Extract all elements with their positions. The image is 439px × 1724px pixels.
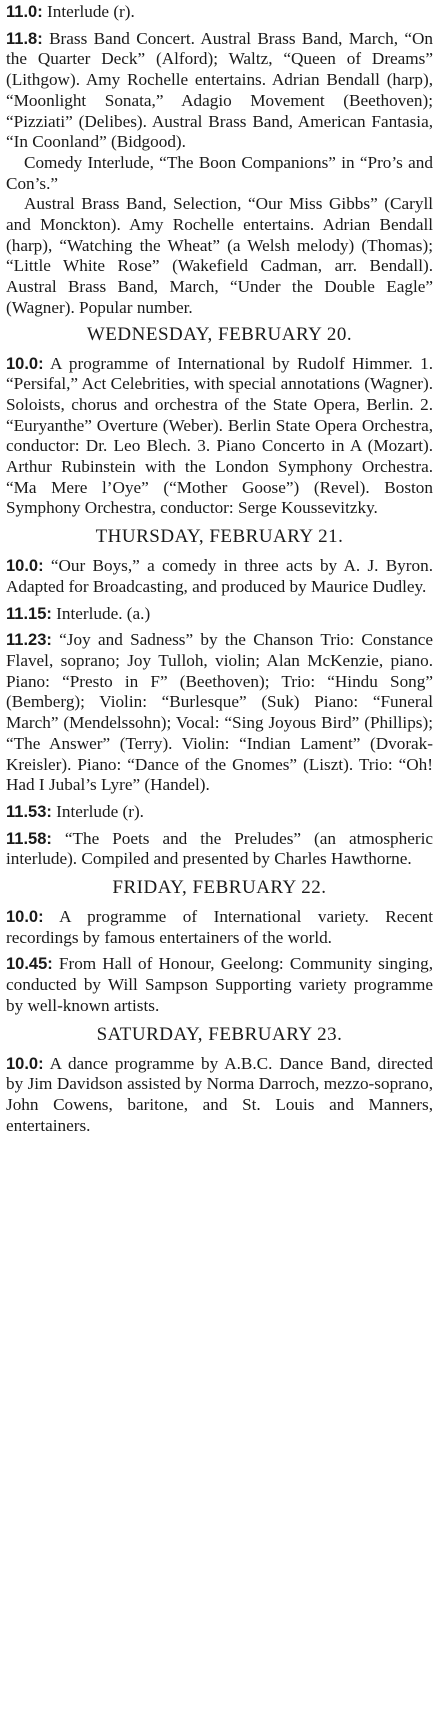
- programme-paragraph: Austral Brass Band, Selection, “Our Miss Gibbs” (Caryll and Monckton). Amy Rochelle entertains. Adrian Bendall (harp), “Watching the Wheat” (a Welsh melody) (Thomas); “Little White Rose” (Wakefield Cadman, arr. Bendall). Austral Brass Band, March, “Under the Double Eagle” (Wagner). Popular number.: [6, 194, 433, 317]
- programme-entry: [6, 604, 433, 625]
- entry-text: Interlude (r).: [42, 2, 135, 21]
- programme-paragraph: Comedy Interlude, “The Boon Companions” in “Pro’s and Con’s.”: [6, 152, 433, 193]
- entry-time: 11.8:: [6, 29, 43, 48]
- entry-time: 11.58:: [6, 829, 52, 848]
- entry-time: 10.0:: [6, 908, 44, 927]
- entry-time: 11.0:: [6, 3, 43, 21]
- programme-entry: [6, 829, 433, 870]
- entry-time: 10.0:: [6, 557, 44, 576]
- day-heading-thursday: THURSDAY, FEBRUARY 21.: [95, 526, 344, 548]
- programme-entry: [6, 907, 433, 948]
- entry-time: 10.0:: [6, 1054, 44, 1073]
- entry-time: 11.15:: [6, 604, 52, 623]
- day-heading: [6, 323, 433, 347]
- entry-text: A programme of International by Rudolf Himmer. 1. “Persifal,” Act Celebrities, with special annotations (Wagner). Soloists, chorus and orchestra of the State Opera, Berlin. 2. “Euryanthe” Overture (Weber). Berlin State Opera Orchestra, conductor: Dr. Leo Blech. 3. Piano Concerto in A (Mozart). Arthur Rubinstein with the London Symphony Orchestra. “Ma Mere l’Oye” (“Mother Goose”) (Revel). Boston Symphony Orchestra, conductor: Serge Koussevitzky.: [6, 353, 433, 518]
- entry-text: From Hall of Honour, Geelong: Community singing, conducted by Will Sampson Supporting variety programme by well-known artists.: [6, 954, 433, 1015]
- entry-text: “The Poets and the Preludes” (an atmospheric interlude). Compiled and presented by Charles Hawthorne.: [6, 828, 433, 869]
- entry-time: 10.45:: [6, 955, 53, 974]
- entry-text: A programme of International variety. Recent recordings by famous entertainers of the world.: [6, 907, 433, 947]
- programme-entry: [6, 2, 433, 23]
- entry-text: Interlude. (a.): [51, 603, 151, 623]
- day-heading: [6, 525, 433, 549]
- programme-entry: [6, 556, 433, 597]
- entry-time: 11.53:: [6, 802, 52, 821]
- entry-text: “Joy and Sadness” by the Chanson Trio: Constance Flavel, soprano; Joy Tulloh, violin; Alan McKenzie, piano. Piano: “Presto in F” (Beethoven); Trio: “Hindu Song” (Bemberg); Violin: “Burlesque” (Suk) Piano: “Funeral March” (Mendelssohn); Vocal: “Sing Joyous Bird” (Phillips); “The Answer” (Terry). Violin: “Indian Lament” (Dvorak-Kreisler). Piano: “Dance of the Gnomes” (Liszt). Trio: “Oh! Had I Jubal’s Lyre” (Handel).: [6, 630, 433, 795]
- programme-entry: [6, 354, 433, 520]
- day-heading: [6, 1023, 433, 1047]
- entry-time: 10.0:: [6, 354, 44, 373]
- day-heading-saturday: SATURDAY, FEBRUARY 23.: [96, 1023, 343, 1045]
- entry-time: 11.23:: [6, 631, 52, 650]
- entry-text: “Our Boys,” a comedy in three acts by A. J. Byron. Adapted for Broadcasting, and produced by Maurice Dudley.: [6, 556, 433, 596]
- newspaper-column: [6, 2, 433, 1142]
- programme-entry: [6, 29, 433, 153]
- programme-entry: [6, 802, 433, 823]
- programme-entry: [6, 630, 433, 796]
- programme-entry: [6, 954, 433, 1016]
- day-heading: [6, 876, 433, 900]
- entry-text: Interlude (r).: [51, 801, 144, 821]
- entry-text: Brass Band Concert. Austral Brass Band, March, “On the Quarter Deck” (Alford); Waltz, “Queen of Dreams” (Lithgow). Amy Rochelle entertains. Adrian Bendall (harp), “Moonlight Sonata,” Adagio Movement (Beethoven); “Pizziati” (Delibes). Austral Brass Band, American Fantasia, “In Coonland” (Bidgood).: [6, 28, 433, 152]
- entry-text: A dance programme by A.B.C. Dance Band, directed by Jim Davidson assisted by Norma Darroch, mezzo-soprano, John Cowens, baritone, and St. Louis and Manners, entertainers.: [6, 1053, 433, 1135]
- programme-entry: [6, 1054, 433, 1137]
- day-heading-wednesday: WEDNESDAY, FEBRUARY 20.: [86, 323, 353, 345]
- day-heading-friday: FRIDAY, FEBRUARY 22.: [112, 877, 327, 899]
